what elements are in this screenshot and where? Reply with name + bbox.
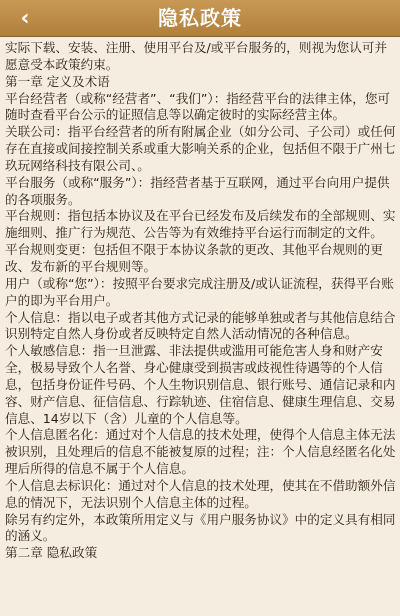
policy-paragraph: 个人信息匿名化：通过对个人信息的技术处理，使得个人信息主体无法被识别，且处理后的信息不能被复原的过程；注：个人信息经匿名化处理后所得的信息不属于个人信息。 (5, 427, 396, 477)
header-bar (0, 0, 400, 37)
policy-paragraph: 平台服务（或称“服务”）：指经营者基于互联网，通过平台向用户提供的各项服务。 (5, 174, 390, 207)
policy-paragraph: 个人信息去标识化：通过对个人信息的技术处理，使其在不借助额外信息的情况下，无法识别个人信息主体的过程。 (5, 477, 396, 510)
page-title: 隐私政策 (158, 6, 242, 30)
policy-paragraph: 除另有约定外，本政策所用定义与《用户服务协议》中的定义具有相同的涵义。 (5, 511, 396, 544)
policy-paragraph: 平台经营者（或称“经营者”、“我们”）：指经营平台的法律主体，您可随时查看平台公示的证照信息等以确定彼时的实际经营主体。 (5, 90, 391, 123)
policy-paragraph: 平台规则变更：包括但不限于本协议条款的更改、其他平台规则的更改、发布新的平台规则等。 (5, 242, 383, 274)
policy-paragraph: 实际下载、安装、注册、使用平台及/或平台服务的，则视为您认可并愿意受本政策约束。 (5, 40, 388, 72)
policy-content[interactable] (5, 40, 397, 614)
policy-paragraph: 个人信息：指以电子或者其他方式记录的能够单独或者与其他信息结合识别特定自然人身份或者反映特定自然人活动情况的各种信息。 (5, 309, 396, 342)
policy-paragraph: 用户（或称“您”）：按照平台要求完成注册及/或认证流程，获得平台账户的即为平台用户。 (5, 275, 394, 308)
back-arrow-icon[interactable]: ‹ (20, 5, 30, 31)
policy-paragraph: 关联公司：指平台经营者的所有附属企业（如分公司、子公司）或任何存在直接或间接控制关系或重大影响关系的企业，包括但不限于广州七玖玩网络科技有限公司、。 (5, 124, 396, 173)
policy-paragraph: 平台规则：指包括本协议及在平台已经发布及后续发布的全部规则、实施细则、推广行为规范、公告等为有效维持平台运行而制定的文件。 (5, 208, 396, 241)
chapter-heading: 第一章 定义及术语 (5, 73, 110, 89)
policy-paragraph: 个人敏感信息：指一旦泄露、非法提供或滥用可能危害人身和财产安全，极易导致个人名誉、身心健康受到损害或歧视性待遇等的个人信息，包括身份证件号码、个人生物识别信息、银行账号、通信记录和内容、财产信息、征信信息、行踪轨迹、住宿信息、健康生理信息、交易信息、14岁以下（含）儿童的个人信息等。 (5, 343, 396, 426)
chapter-heading: 第二章 隐私政策 (5, 545, 98, 561)
